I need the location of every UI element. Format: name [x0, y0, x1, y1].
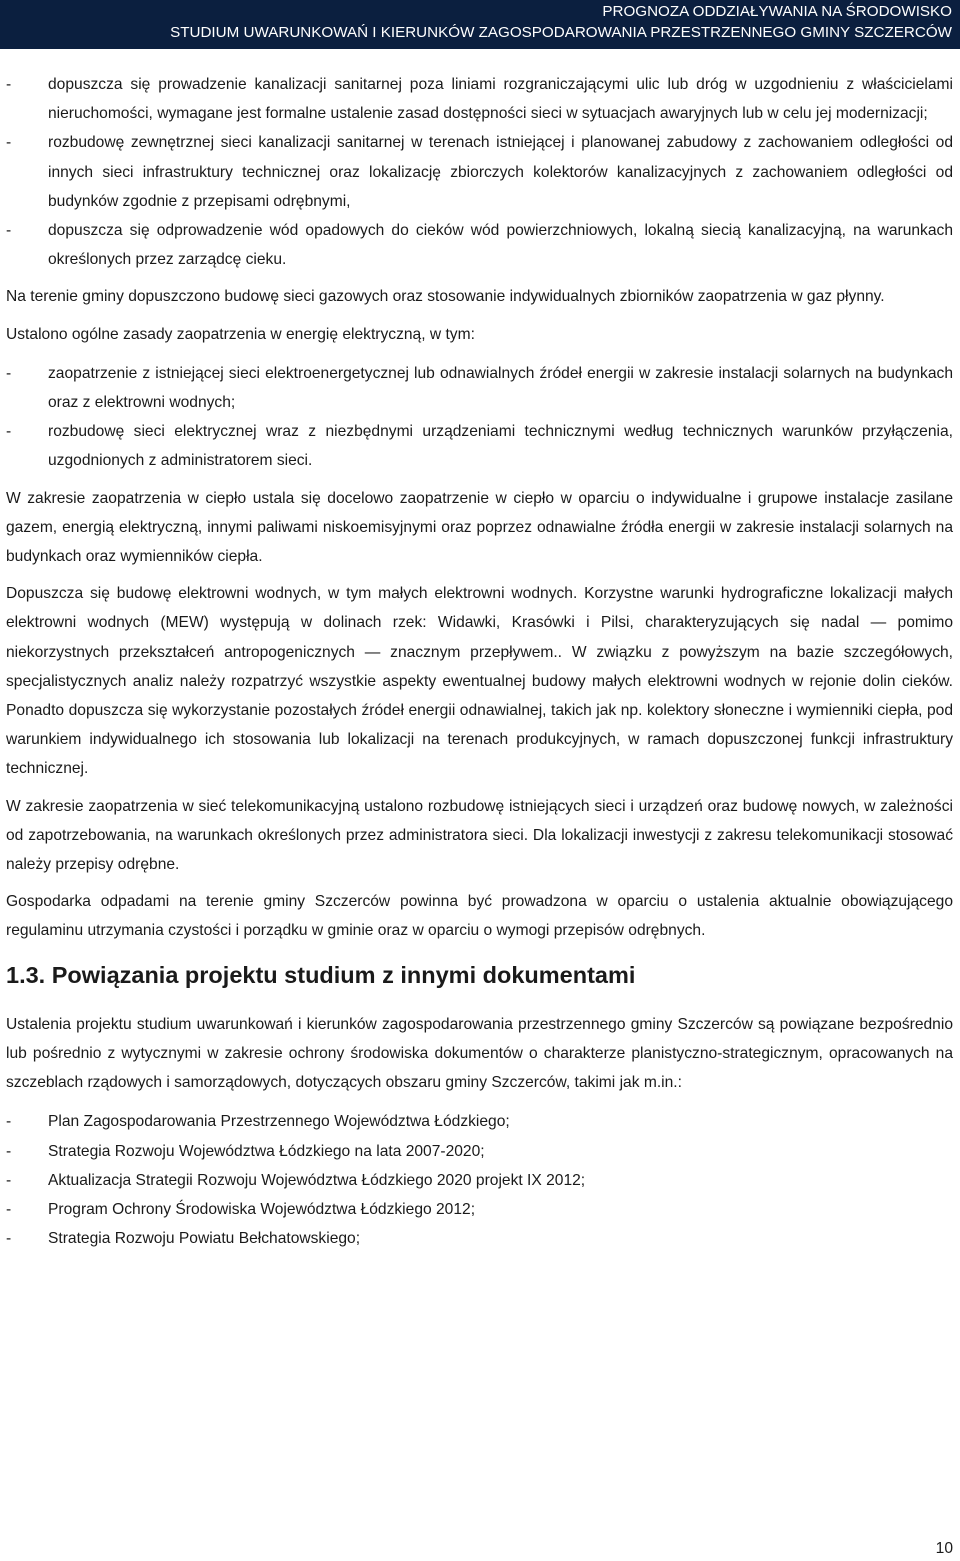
bullet-dash: -	[6, 76, 12, 93]
bullet-dash: -	[6, 222, 12, 240]
bullet-dash: -	[6, 1200, 12, 1218]
list-item	[6, 1107, 953, 1136]
header-line-2: STUDIUM UWARUNKOWAŃ I KIERUNKÓW ZAGOSPODAROWANIA PRZESTRZENNEGO GMINY SZCZERCÓW	[170, 24, 952, 41]
paragraph-links: Ustalenia projektu studium uwarunkowań i kierunków zagospodarowania przestrzennego gminy Szczerców są powiązane bezpośrednio lub pośrednio z wytycznymi w zakresie ochrony środowiska dokumentów o charakterze planistyczno-strategicznym, opracowanych na szczeblach rządowych i samorządowych, dotyczących obszaru gminy Szczerców, takimi jak m.in.:	[6, 1015, 953, 1092]
running-header	[0, 0, 960, 49]
list-item	[6, 359, 953, 417]
list-item	[6, 128, 953, 216]
bullet-text: dopuszcza się odprowadzenie wód opadowych do cieków wód powierzchniowych, lokalną siecią kanalizacyjną, na warunkach określonych przez zarządcę cieku.	[48, 222, 953, 269]
bullet-text: Aktualizacja Strategii Rozwoju Województwa Łódzkiego 2020 projekt IX 2012;	[48, 1171, 586, 1189]
paragraph-waste: Gospodarka odpadami na terenie gminy Szczerców powinna być prowadzona w oparciu o ustalenia aktualnie obowiązującego regulaminu utrzymania czystości i porządku w gminie oraz w oparciu o wymogi przepisów odrębnych.	[6, 893, 953, 940]
section-heading: 1.3. Powiązania projektu studium z innymi dokumentami	[6, 961, 636, 988]
paragraph-telecom: W zakresie zaopatrzenia w sieć telekomunikacyjną ustalono rozbudowę istniejących sieci i urządzeń oraz budowę nowych, w zależności od zapotrzebowania, na warunkach określonych przez administratora sieci. Dla lokalizacji inwestycji z zakresu telekomunikacji stosować należy przepisy odrębne.	[6, 797, 953, 874]
bullet-dash: -	[6, 1142, 12, 1160]
page-content	[0, 49, 960, 1253]
paragraph-gas: Na terenie gminy dopuszczono budowę sieci gazowych oraz stosowanie indywidualnych zbiorników zaopatrzenia w gaz płynny.	[6, 288, 885, 306]
paragraph-energy-intro: Ustalono ogólne zasady zaopatrzenia w energię elektryczną, w tym:	[6, 325, 475, 343]
list-item	[6, 417, 953, 475]
bullet-list-documents	[6, 1107, 953, 1253]
bullet-dash: -	[6, 423, 12, 441]
bullet-text: Strategia Rozwoju Powiatu Bełchatowskiego;	[48, 1230, 361, 1248]
bullet-text: rozbudowę zewnętrznej sieci kanalizacji sanitarnej w terenach istniejącej i planowanej zabudowy z zachowaniem odległości od innych sieci infrastruktury technicznej oraz lokalizację zbiorczych kolektorów kanalizacyjnych z zachowaniem odległości od budynków zgodnie z przepisami odrębnymi,	[48, 134, 953, 210]
bullet-text: Strategia Rozwoju Województwa Łódzkiego na lata 2007-2020;	[48, 1142, 485, 1160]
header-line-1: PROGNOZA ODDZIAŁYWANIA NA ŚRODOWISKO	[602, 3, 952, 20]
list-item	[6, 1195, 953, 1224]
list-item	[6, 1137, 953, 1166]
bullet-list-sewage	[6, 70, 953, 274]
bullet-text: rozbudowę sieci elektrycznej wraz z niezbędnymi urządzeniami technicznymi według technicznych warunków przyłączenia, uzgodnionych z administratorem sieci.	[48, 423, 953, 470]
paragraph-hydro: Dopuszcza się budowę elektrowni wodnych, w tym małych elektrowni wodnych. Korzystne warunki hydrograficzne lokalizacji małych elektrowni wodnych (MEW) występują w dolinach rzek: Widawki, Krasówki i Pilsi, charakteryzujących się nadal — pomimo niekorzystnych przekształceń antropogenicznych — znacznym przepływem.. W związku z powyższym na bazie szczegółowych, specjalistycznych analiz należy rozpatrzyć wszystkie aspekty ewentualnej budowy małych elektrowni wodnych w rejonie dolin cieków. Ponadto dopuszcza się wykorzystanie pozostałych źródeł energii odnawialnej, takich jak np. kolektory słoneczne i wymienniki ciepła, pod warunkiem indywidualnego ich stosowania lub lokalizacji na terenach produkcyjnych, w ramach dopuszczonej funkcji infrastruktury technicznej.	[6, 585, 953, 778]
bullet-dash: -	[6, 1230, 12, 1248]
bullet-dash: -	[6, 1171, 12, 1189]
list-item	[6, 216, 953, 274]
bullet-text: dopuszcza się prowadzenie kanalizacji sanitarnej poza liniami rozgraniczającymi ulic lub dróg w uzgodnieniu z właścicielami nieruchomości, wymagane jest formalne ustalenie zasad dostępności sieci w sytuacjach awaryjnych lub w celu jej modernizacji;	[48, 76, 953, 123]
bullet-dash: -	[6, 364, 12, 382]
list-item	[6, 1224, 953, 1253]
bullet-dash: -	[6, 1113, 12, 1131]
bullet-text: zaopatrzenie z istniejącej sieci elektroenergetycznej lub odnawialnych źródeł energii w zakresie instalacji solarnych na budynkach oraz z elektrowni wodnych;	[48, 364, 953, 412]
list-item	[6, 1166, 953, 1195]
paragraph-heat: W zakresie zaopatrzenia w ciepło ustala się docelowo zaopatrzenie w ciepło w oparciu o indywidualne i grupowe instalacje zasilane gazem, energią elektryczną, innymi paliwami niskoemisyjnymi oraz poprzez odnawialne źródła energii w zakresie instalacji solarnych na budynkach oraz wymienników ciepła.	[6, 489, 953, 566]
page-number: 10	[935, 1540, 953, 1557]
bullet-text: Plan Zagospodarowania Przestrzennego Województwa Łódzkiego;	[48, 1113, 510, 1131]
bullet-dash: -	[6, 134, 12, 152]
list-item	[6, 70, 953, 128]
bullet-list-energy	[6, 359, 953, 476]
bullet-text: Program Ochrony Środowiska Województwa Łódzkiego 2012;	[48, 1200, 476, 1218]
